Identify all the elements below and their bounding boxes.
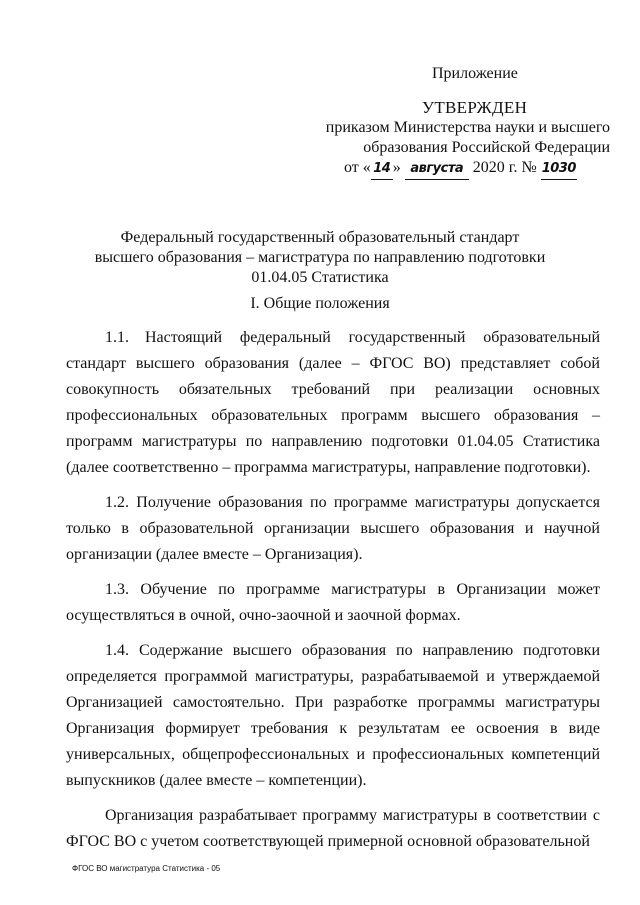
title-line-3: 01.04.05 Статистика (251, 269, 389, 286)
title-line-1: Федеральный государственный образовательный стандарт (120, 229, 520, 246)
year-text: 2020 г. № (472, 159, 537, 176)
date-mid: » (392, 159, 401, 176)
handwritten-number: 1030 (541, 159, 577, 180)
paragraph-organization: Организация разрабатывает программу магистратуры в соответствии с ФГОС ВО с учетом соответствующей примерной основной образовательной (66, 807, 600, 850)
document-body (66, 325, 600, 864)
page-footer: ФГОС ВО магистратура Статистика - 05 (72, 864, 221, 873)
section-heading: I. Общие положения (250, 295, 390, 312)
order-line-1: приказом Министерства науки и высшего (325, 119, 610, 136)
handwritten-month: августа (405, 159, 469, 180)
order-date-line (344, 158, 577, 180)
appendix-label: Приложение (432, 65, 518, 82)
handwritten-day: 14 (371, 159, 393, 180)
approved-label: УТВЕРЖДЕН (422, 98, 528, 117)
paragraph-1-1: 1.1. Настоящий федеральный государственный образовательный стандарт высшего образования (далее – ФГОС ВО) представляет собой совокупность обязательных требований при реализации основных профессиональных образовательных программ высшего образования – программ магистратуры по направлению подготовки 01.04.05 Статистика (далее соответственно – программа магистратуры, направление подготовки). (66, 329, 600, 476)
paragraph-1-2: 1.2. Получение образования по программе магистратуры допускается только в образовательной организации высшего образования и научной организации (далее вместе – Организация). (66, 494, 600, 563)
paragraph-1-4: 1.4. Содержание высшего образования по направлению подготовки определяется программой магистратуры, разрабатываемой и утверждаемой Организацией самостоятельно. При разработке программы магистратуры Организация формирует требования к результатам ее освоения в виде универсальных, общепрофессиональных и профессиональных компетенций выпускников (далее вместе – компетенции). (66, 642, 600, 789)
document-title (60, 228, 580, 288)
paragraph-1-3: 1.3. Обучение по программе магистратуры в Организации может осуществляться в очной, очно-заочной и заочной формах. (66, 581, 600, 624)
order-line-2: образования Российской Федерации (363, 139, 610, 156)
date-prefix: от « (344, 159, 371, 176)
title-line-2: высшего образования – магистратура по направлению подготовки (94, 249, 546, 266)
